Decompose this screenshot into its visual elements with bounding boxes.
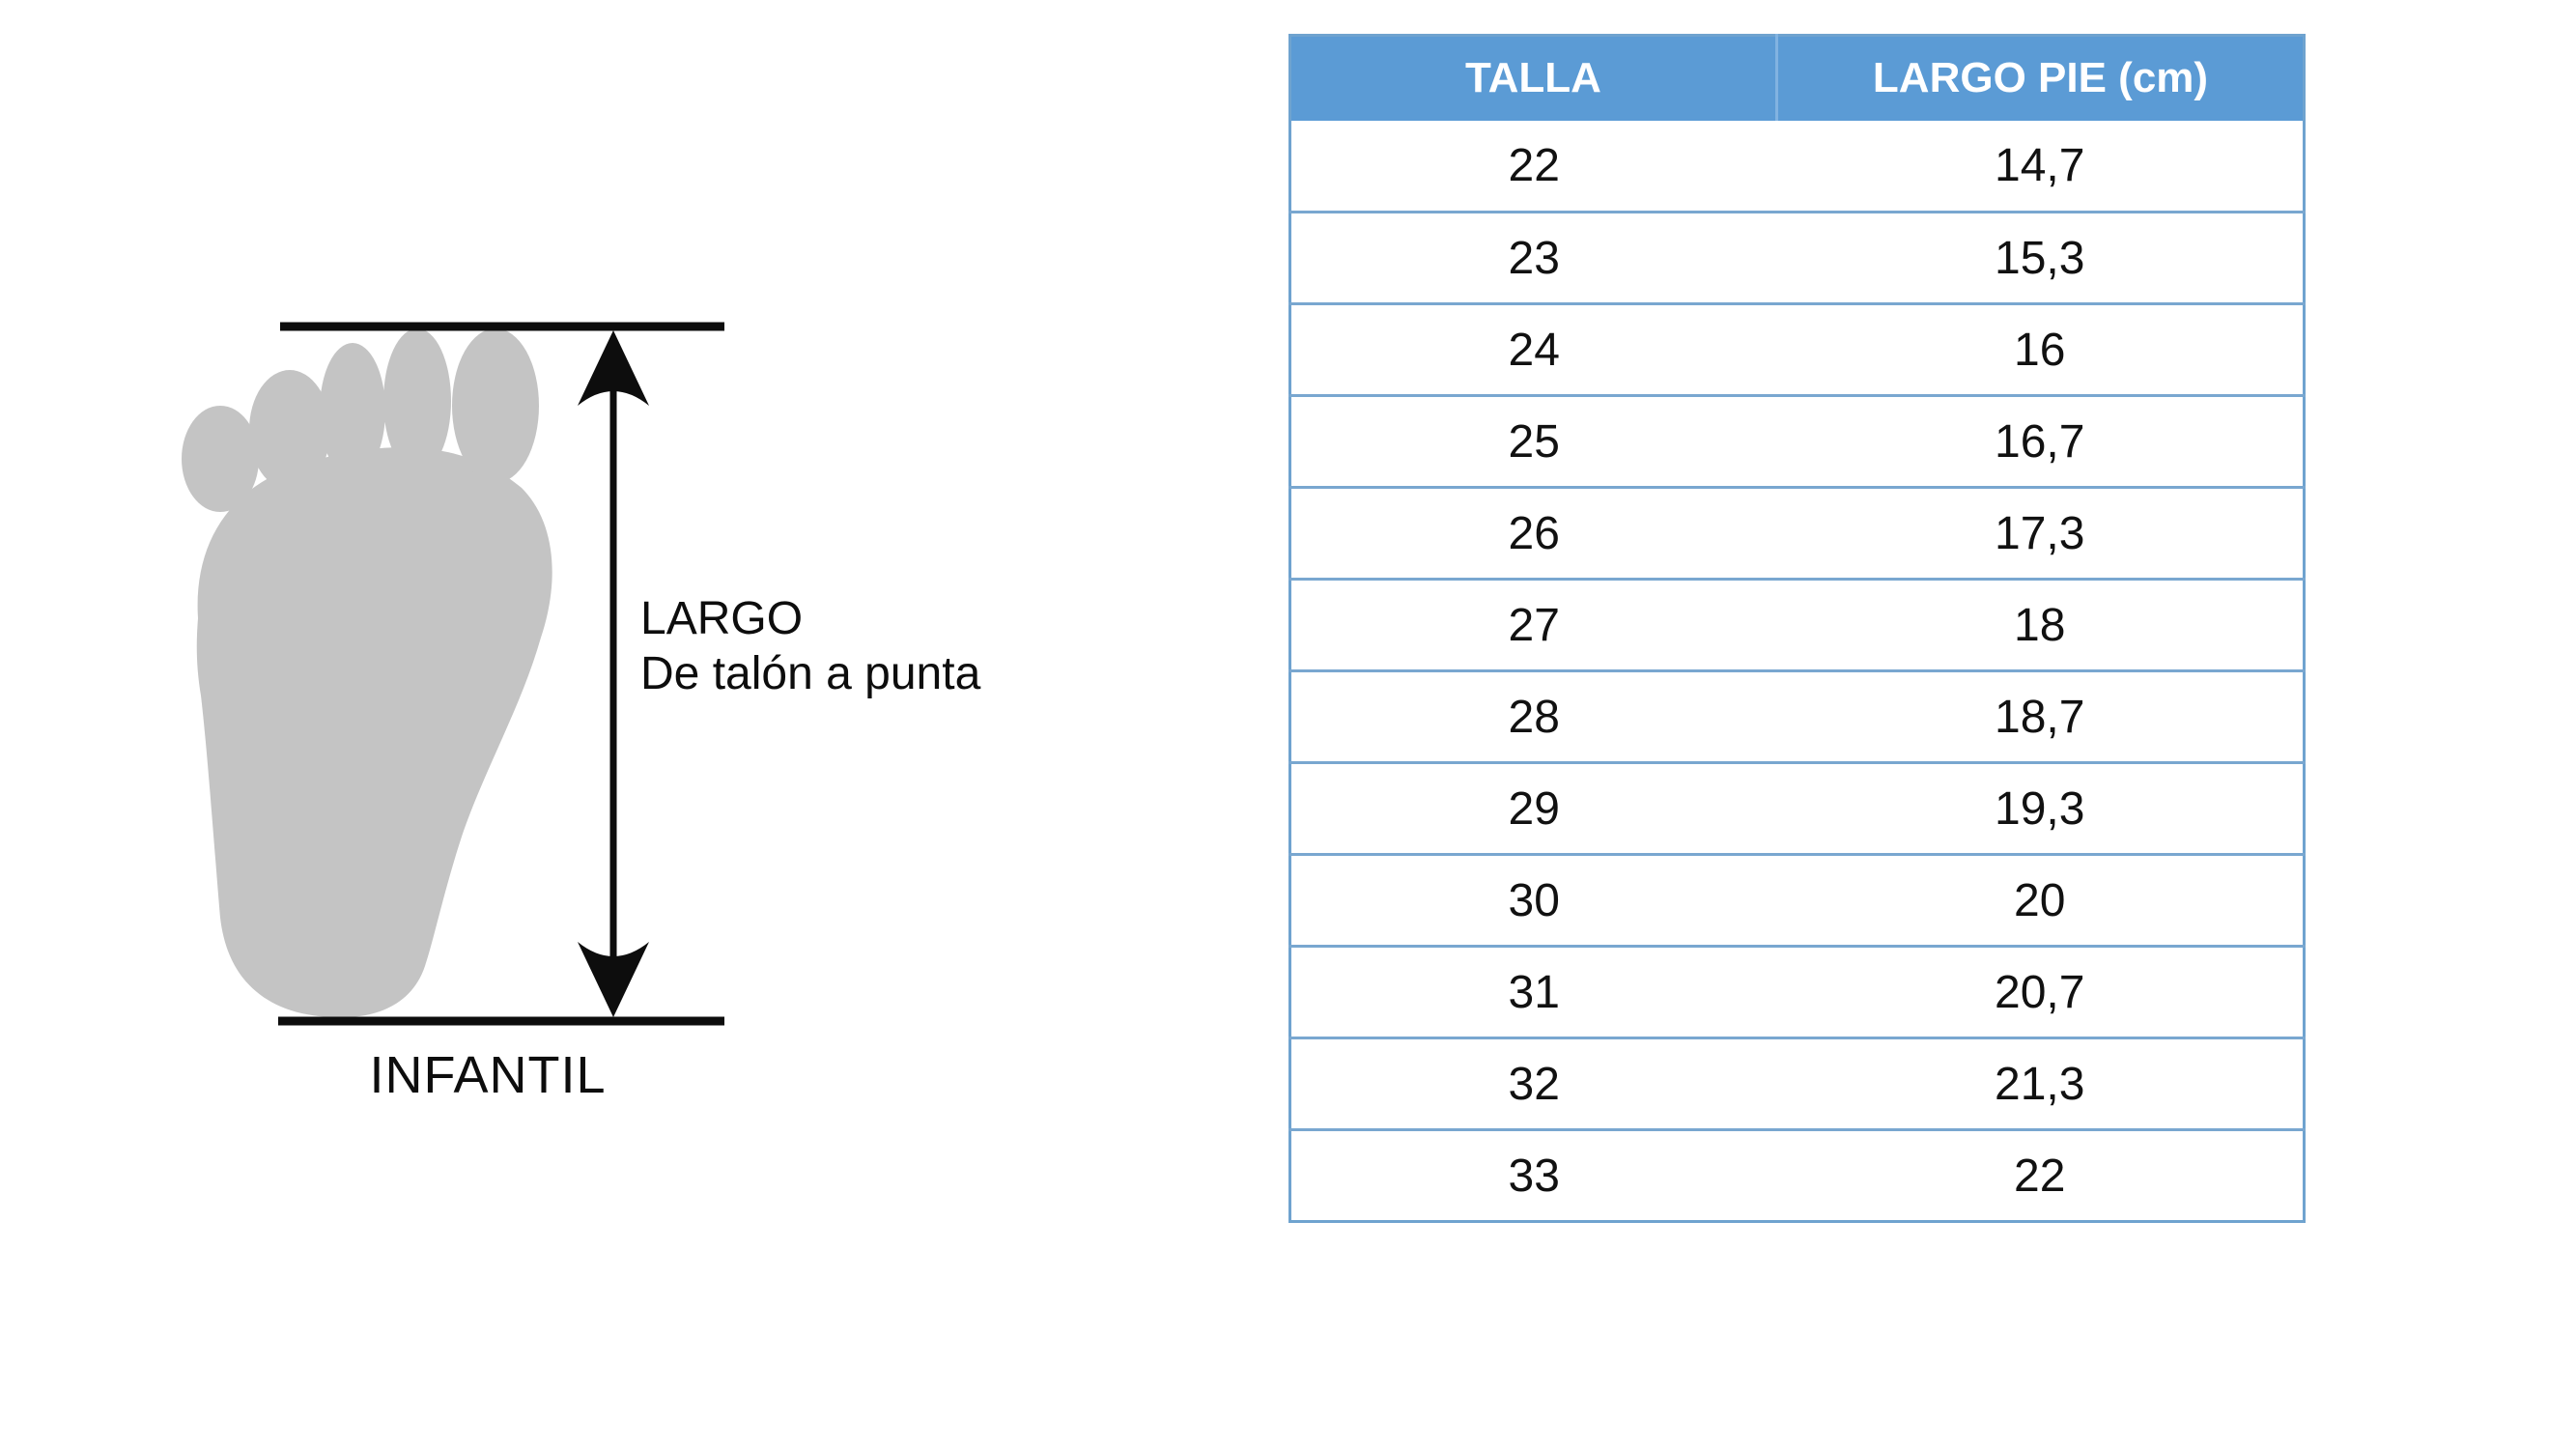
measure-label: [640, 591, 980, 701]
cell-talla: 28: [1290, 671, 1777, 763]
table-row: [1290, 855, 2305, 947]
size-table: [1288, 34, 2306, 1223]
cell-largo: 18: [1777, 580, 2305, 671]
cell-talla: 31: [1290, 947, 1777, 1038]
cell-talla: 27: [1290, 580, 1777, 671]
cell-talla: 26: [1290, 488, 1777, 580]
cell-talla: 23: [1290, 213, 1777, 304]
header-talla: TALLA: [1290, 36, 1777, 121]
table-row: [1290, 1130, 2305, 1222]
big-toe-icon: [452, 328, 539, 483]
toe-icon: [249, 370, 330, 490]
measure-label-line2: De talón a punta: [640, 648, 981, 699]
table-row: [1290, 580, 2305, 671]
cell-largo: 14,7: [1777, 121, 2305, 213]
table-row: [1290, 488, 2305, 580]
cell-largo: 17,3: [1777, 488, 2305, 580]
toe-icon: [182, 406, 259, 512]
cell-talla: 22: [1290, 121, 1777, 213]
cell-largo: 21,3: [1777, 1038, 2305, 1130]
toe-icon: [383, 328, 451, 473]
cell-largo: 19,3: [1777, 763, 2305, 855]
cell-talla: 33: [1290, 1130, 1777, 1222]
table-row: [1290, 304, 2305, 396]
header-largo-pie: LARGO PIE (cm): [1777, 36, 2305, 121]
cell-largo: 20: [1777, 855, 2305, 947]
table-row: [1290, 396, 2305, 488]
cell-talla: 29: [1290, 763, 1777, 855]
cell-talla: 30: [1290, 855, 1777, 947]
table-row: [1290, 1038, 2305, 1130]
table-row: [1290, 763, 2305, 855]
cell-largo: 18,7: [1777, 671, 2305, 763]
foot-sole-icon: [197, 447, 552, 1017]
cell-talla: 24: [1290, 304, 1777, 396]
table-row: [1290, 947, 2305, 1038]
cell-talla: 25: [1290, 396, 1777, 488]
table-row: [1290, 121, 2305, 213]
measure-label-line1: LARGO: [640, 593, 804, 644]
table-row: [1290, 671, 2305, 763]
toe-icon: [320, 343, 385, 478]
cell-largo: 16,7: [1777, 396, 2305, 488]
table-header-row: [1290, 36, 2305, 121]
cell-largo: 16: [1777, 304, 2305, 396]
cell-largo: 22: [1777, 1130, 2305, 1222]
foot-measurement-diagram: [145, 270, 1062, 1140]
cell-talla: 32: [1290, 1038, 1777, 1130]
figure-caption: INFANTIL: [369, 1046, 607, 1104]
table-row: [1290, 213, 2305, 304]
cell-largo: 20,7: [1777, 947, 2305, 1038]
cell-largo: 15,3: [1777, 213, 2305, 304]
